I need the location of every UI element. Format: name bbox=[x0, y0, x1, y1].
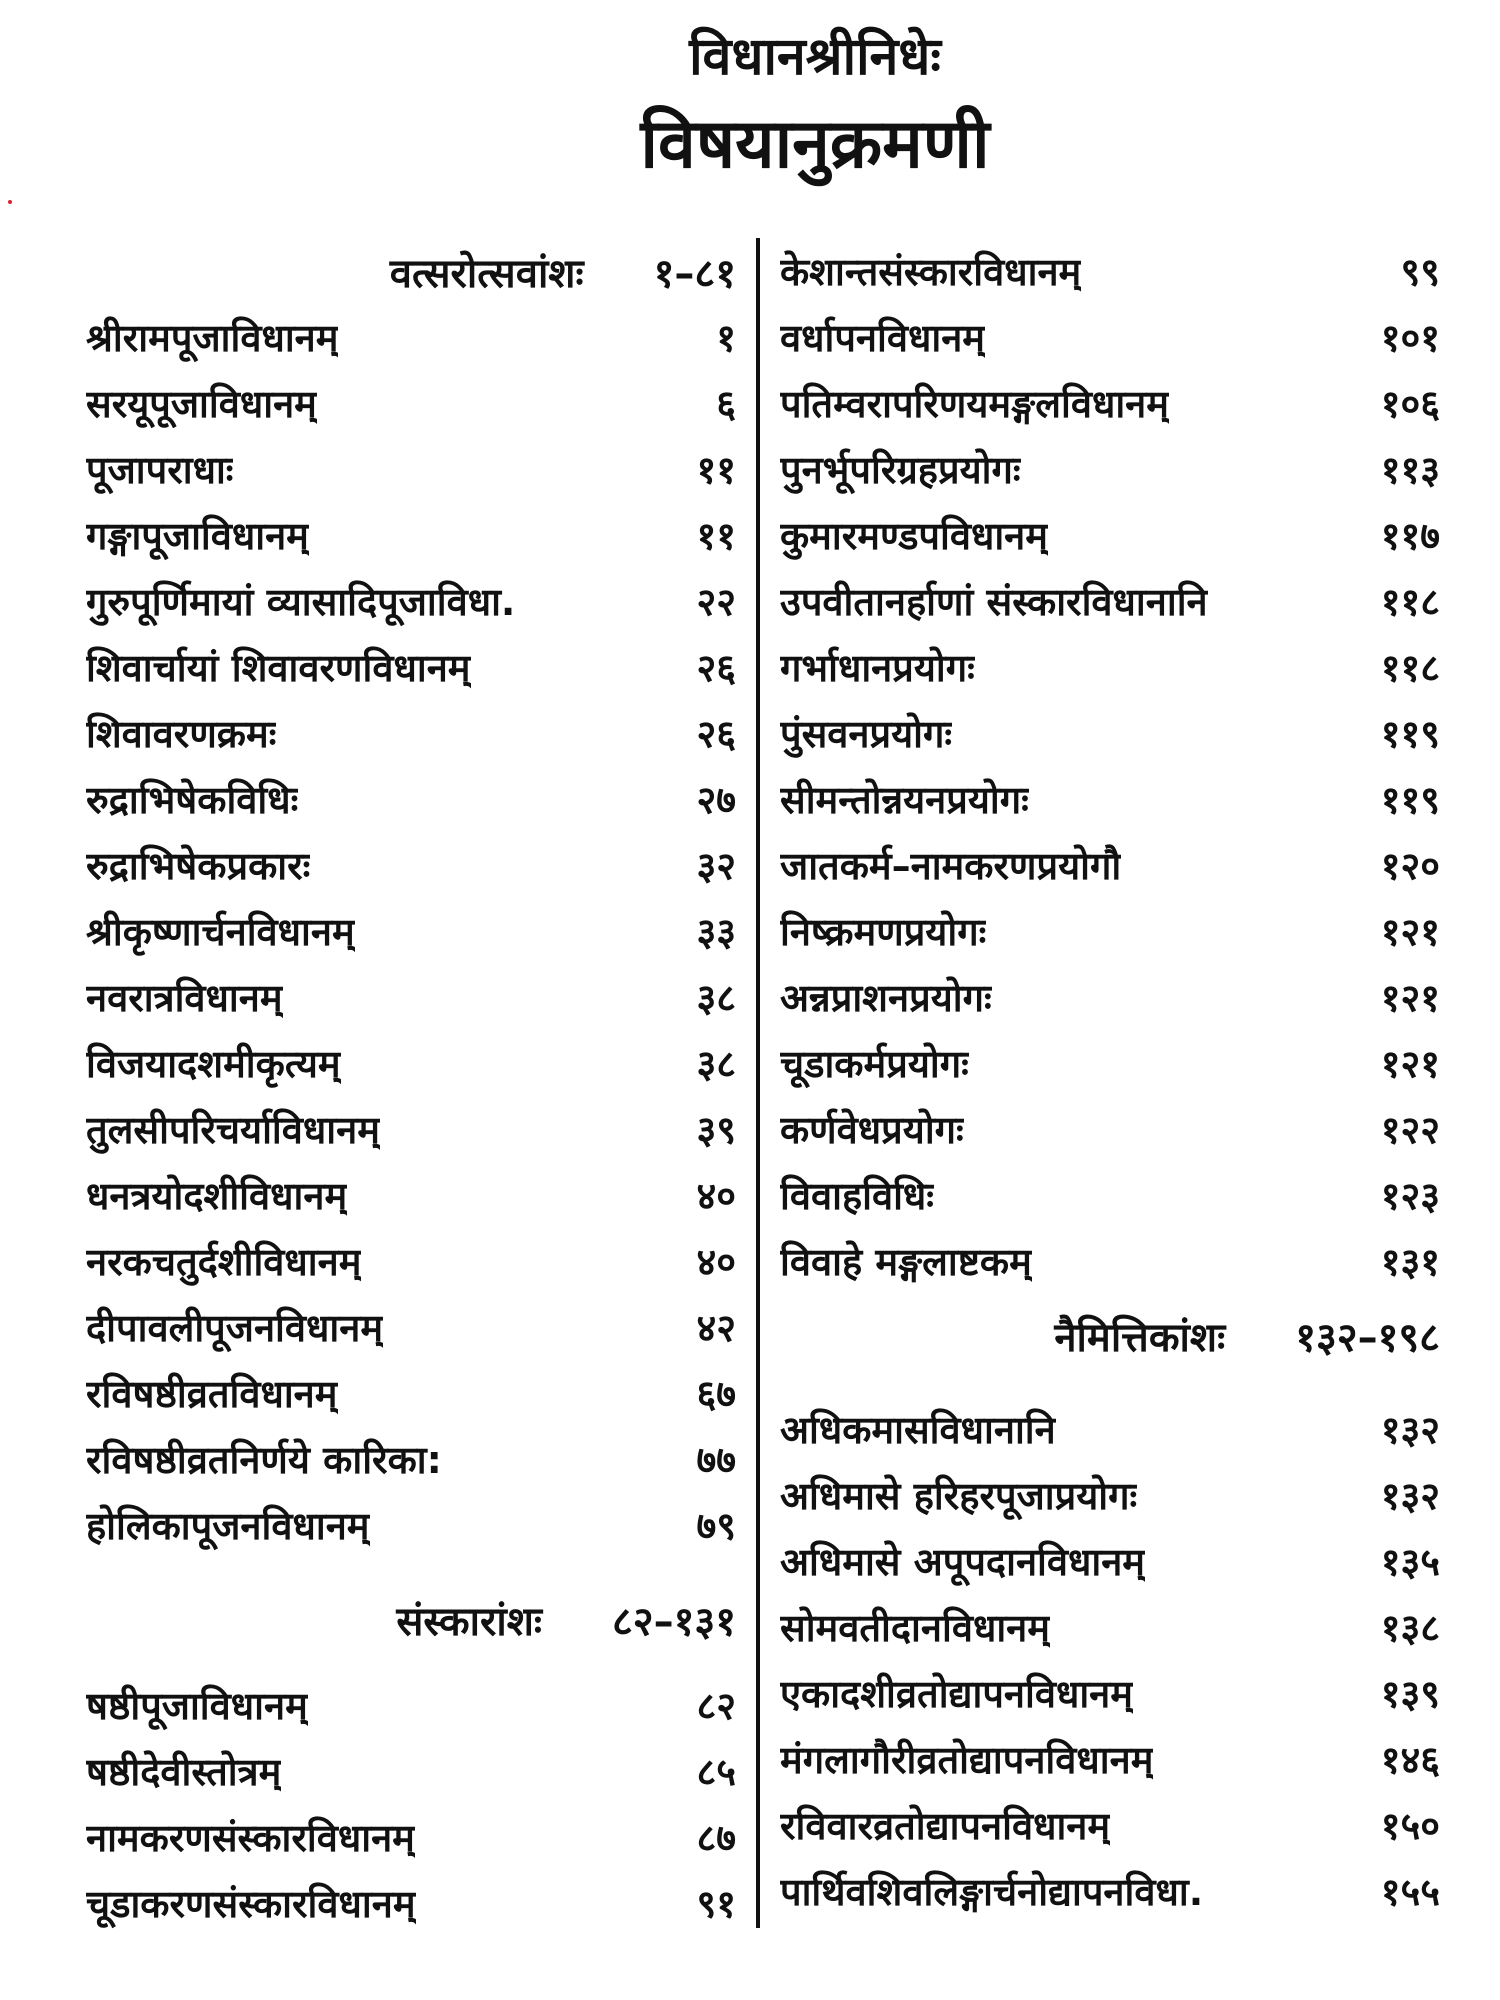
toc-entry bbox=[86, 766, 736, 832]
toc-entry-page: ४० bbox=[696, 1174, 736, 1218]
toc-entry bbox=[86, 898, 736, 964]
right-column bbox=[780, 238, 1440, 1924]
toc-entry-page: ३२ bbox=[696, 844, 736, 888]
toc-entry-title: गङ्गापूजाविधानम् bbox=[86, 514, 309, 558]
toc-entry bbox=[780, 1462, 1440, 1528]
toc-entry-title: पार्थिवशिवलिङ्गार्चनोद्यापनविधा. bbox=[780, 1870, 1204, 1914]
toc-entry-page: ९९ bbox=[1400, 250, 1440, 294]
section-list-vatsarotsava bbox=[86, 304, 736, 1558]
toc-entry bbox=[780, 766, 1440, 832]
section-heading-samskara bbox=[86, 1586, 736, 1652]
section-heading-naimittika bbox=[780, 1302, 1440, 1368]
toc-entry bbox=[780, 1594, 1440, 1660]
toc-entry-title: केशान्तसंस्कारविधानम् bbox=[780, 250, 1082, 294]
toc-entry-title: सीमन्तोन्नयनप्रयोगः bbox=[780, 778, 1029, 822]
toc-entry-page: ६ bbox=[716, 382, 736, 426]
page-header bbox=[0, 22, 1500, 190]
toc-entry bbox=[86, 370, 736, 436]
section-list-samskara bbox=[86, 1672, 736, 1936]
toc-entry bbox=[780, 502, 1440, 568]
toc-entry-title: कर्णवेधप्रयोगः bbox=[780, 1108, 964, 1152]
toc-entry-page: १२३ bbox=[1380, 1174, 1440, 1218]
toc-entry-page: १ bbox=[716, 316, 736, 360]
toc-entry bbox=[780, 898, 1440, 964]
toc-entry-title: विजयादशमीकृत्यम् bbox=[86, 1042, 341, 1086]
toc-entry-page: ८२ bbox=[696, 1684, 736, 1728]
toc-entry-page: १३९ bbox=[1380, 1672, 1440, 1716]
section-title: संस्कारांशः bbox=[396, 1598, 542, 1645]
toc-entry-title: पुनर्भूपरिग्रहप्रयोगः bbox=[780, 448, 1021, 492]
toc-entry bbox=[86, 436, 736, 502]
toc-entry-title: तुलसीपरिचर्याविधानम् bbox=[86, 1108, 380, 1152]
section-title: वत्सरोत्सवांशः bbox=[389, 250, 584, 297]
toc-entry bbox=[86, 832, 736, 898]
toc-entry-page: ६७ bbox=[696, 1372, 736, 1416]
toc-entry-title: श्रीकृष्णार्चनविधानम् bbox=[86, 910, 355, 954]
section-range: १–८१ bbox=[653, 250, 736, 297]
section-list-samskara-cont bbox=[780, 238, 1440, 1294]
toc-entry-page: ३८ bbox=[696, 976, 736, 1020]
section-list-naimittika bbox=[780, 1396, 1440, 1924]
toc-entry-page: ३९ bbox=[696, 1108, 736, 1152]
toc-entry bbox=[780, 964, 1440, 1030]
toc-entry-title: विवाहविधिः bbox=[780, 1174, 934, 1218]
toc-entry-title: रुद्राभिषेकप्रकारः bbox=[86, 844, 311, 888]
toc-entry-title: निष्क्रमणप्रयोगः bbox=[780, 910, 987, 954]
toc-entry-page: ८७ bbox=[696, 1816, 736, 1860]
toc-entry bbox=[780, 634, 1440, 700]
toc-entry-page: २६ bbox=[696, 712, 736, 756]
toc-entry-page: १५५ bbox=[1380, 1870, 1440, 1914]
toc-entry-page: ११८ bbox=[1380, 646, 1440, 690]
toc-entry-page: १२१ bbox=[1380, 1042, 1440, 1086]
section-title: नैमित्तिकांशः bbox=[1054, 1314, 1226, 1361]
toc-entry-page: १४६ bbox=[1380, 1738, 1440, 1782]
toc-entry-title: नामकरणसंस्कारविधानम् bbox=[86, 1816, 415, 1860]
toc-entry-page: १२१ bbox=[1380, 976, 1440, 1020]
toc-entry-title: पतिम्वरापरिणयमङ्गलविधानम् bbox=[780, 382, 1169, 426]
toc-entry-page: २७ bbox=[696, 778, 736, 822]
toc-entry-page: ७७ bbox=[696, 1438, 736, 1482]
toc-entry-title: सरयूपूजाविधानम् bbox=[86, 382, 317, 426]
toc-entry-page: १५० bbox=[1380, 1804, 1440, 1848]
toc-entry-page: ११ bbox=[696, 514, 736, 558]
toc-entry-page: १३२ bbox=[1380, 1474, 1440, 1518]
toc-entry bbox=[780, 370, 1440, 436]
section-range: १३२–१९८ bbox=[1295, 1314, 1440, 1361]
toc-entry bbox=[780, 568, 1440, 634]
toc-entry bbox=[780, 1228, 1440, 1294]
toc-entry-page: ३३ bbox=[696, 910, 736, 954]
toc-entry bbox=[86, 502, 736, 568]
toc-entry-title: कुमारमण्डपविधानम् bbox=[780, 514, 1048, 558]
section-range: ८२–१३१ bbox=[612, 1598, 736, 1645]
toc-entry bbox=[86, 1162, 736, 1228]
toc-entry-title: शिवावरणक्रमः bbox=[86, 712, 277, 756]
toc-entry-page: २२ bbox=[696, 580, 736, 624]
toc-entry-title: सोमवतीदानविधानम् bbox=[780, 1606, 1050, 1650]
toc-entry-page: ३८ bbox=[696, 1042, 736, 1086]
toc-entry bbox=[780, 238, 1440, 304]
toc-entry bbox=[780, 1792, 1440, 1858]
toc-entry-title: चूडाकर्मप्रयोगः bbox=[780, 1042, 969, 1086]
toc-entry-page: ११८ bbox=[1380, 580, 1440, 624]
toc-entry-title: गुरुपूर्णिमायां व्यासादिपूजाविधा. bbox=[86, 580, 516, 624]
toc-entry-page: १२२ bbox=[1380, 1108, 1440, 1152]
toc-entry-title: रविषष्ठीव्रतनिर्णये कारिका: bbox=[86, 1438, 442, 1482]
toc-entry bbox=[86, 700, 736, 766]
toc-entry bbox=[86, 1228, 736, 1294]
toc-entry-title: अन्नप्राशनप्रयोगः bbox=[780, 976, 992, 1020]
toc-entry-title: दीपावलीपूजनविधानम् bbox=[86, 1306, 384, 1350]
toc-entry-page: १३१ bbox=[1380, 1240, 1440, 1284]
toc-entry-title: चूडाकरणसंस्कारविधानम् bbox=[86, 1882, 416, 1926]
toc-entry-title: रविषष्ठीव्रतविधानम् bbox=[86, 1372, 338, 1416]
toc-entry-page: ११ bbox=[696, 448, 736, 492]
toc-entry-page: १२० bbox=[1380, 844, 1440, 888]
toc-entry bbox=[86, 1030, 736, 1096]
toc-entry-title: उपवीतानर्हाणां संस्कारविधानानि bbox=[780, 580, 1208, 624]
toc-entry bbox=[86, 1738, 736, 1804]
toc-entry-page: ११९ bbox=[1380, 712, 1440, 756]
toc-entry-page: ११९ bbox=[1380, 778, 1440, 822]
toc-entry bbox=[780, 1726, 1440, 1792]
toc-entry bbox=[780, 1858, 1440, 1924]
toc-entry-title: विवाहे मङ्गलाष्टकम् bbox=[780, 1240, 1032, 1284]
toc-entry bbox=[780, 700, 1440, 766]
toc-entry-page: ८५ bbox=[696, 1750, 736, 1794]
section-heading-vatsarotsava bbox=[86, 238, 736, 304]
toc-entry bbox=[780, 1030, 1440, 1096]
toc-entry-page: ७९ bbox=[696, 1504, 736, 1548]
toc-entry bbox=[86, 964, 736, 1030]
column-divider bbox=[756, 238, 760, 1928]
toc-entry-title: एकादशीव्रतोद्यापनविधानम् bbox=[780, 1672, 1133, 1716]
toc-entry-page: १३५ bbox=[1380, 1540, 1440, 1584]
stray-mark bbox=[8, 200, 12, 204]
toc-entry-title: रुद्राभिषेकविधिः bbox=[86, 778, 299, 822]
toc-entry-title: रविवारव्रतोद्यापनविधानम् bbox=[780, 1804, 1111, 1848]
toc-entry bbox=[86, 568, 736, 634]
toc-entry-page: ११७ bbox=[1380, 514, 1440, 558]
toc-entry-page: ९१ bbox=[696, 1882, 736, 1926]
toc-entry-title: होलिकापूजनविधानम् bbox=[86, 1504, 370, 1548]
toc-entry bbox=[780, 1528, 1440, 1594]
toc-entry-title: नवरात्रविधानम् bbox=[86, 976, 283, 1020]
page-title: विषयानुक्रमणी bbox=[640, 105, 990, 184]
toc-entry-title: अधिमासे हरिहरपूजाप्रयोगः bbox=[780, 1474, 1138, 1518]
toc-entry-title: षष्ठीपूजाविधानम् bbox=[86, 1684, 308, 1728]
toc-entry-title: शिवार्चायां शिवावरणविधानम् bbox=[86, 646, 471, 690]
toc-entry bbox=[86, 634, 736, 700]
toc-entry bbox=[86, 1672, 736, 1738]
toc-entry-title: धनत्रयोदशीविधानम् bbox=[86, 1174, 348, 1218]
toc-entry bbox=[86, 1426, 736, 1492]
toc-entry bbox=[86, 304, 736, 370]
toc-entry bbox=[780, 832, 1440, 898]
toc-entry-title: षष्ठीदेवीस्तोत्रम् bbox=[86, 1750, 282, 1794]
toc-entry-title: वर्धापनविधानम् bbox=[780, 316, 986, 360]
toc-entry-title: पुंसवनप्रयोगः bbox=[780, 712, 953, 756]
toc-entry-title: पूजापराधाः bbox=[86, 448, 234, 492]
toc-entry bbox=[780, 1396, 1440, 1462]
toc-entry-page: ४० bbox=[696, 1240, 736, 1284]
toc-entry-title: मंगलागौरीव्रतोद्यापनविधानम् bbox=[780, 1738, 1154, 1782]
toc-entry bbox=[780, 436, 1440, 502]
toc-entry bbox=[86, 1870, 736, 1936]
page-subtitle: विधानश्रीनिधेः bbox=[689, 27, 941, 87]
toc-entry-title: गर्भाधानप्रयोगः bbox=[780, 646, 975, 690]
toc-entry-page: १०१ bbox=[1380, 316, 1440, 360]
toc-entry bbox=[86, 1096, 736, 1162]
toc-entry-page: १३८ bbox=[1380, 1606, 1440, 1650]
toc-entry bbox=[86, 1492, 736, 1558]
toc-entry bbox=[86, 1804, 736, 1870]
toc-entry-title: जातकर्म–नामकरणप्रयोगौ bbox=[780, 844, 1122, 888]
toc-entry bbox=[780, 304, 1440, 370]
toc-entry-page: ४२ bbox=[696, 1306, 736, 1350]
toc-entry bbox=[780, 1162, 1440, 1228]
toc-entry-page: १२१ bbox=[1380, 910, 1440, 954]
toc-entry-page: १३२ bbox=[1380, 1408, 1440, 1452]
toc-entry-page: २६ bbox=[696, 646, 736, 690]
toc-entry bbox=[86, 1294, 736, 1360]
toc-entry-title: अधिकमासविधानानि bbox=[780, 1408, 1056, 1452]
toc-entry bbox=[780, 1660, 1440, 1726]
toc-entry bbox=[86, 1360, 736, 1426]
toc-entry-title: नरकचतुर्दशीविधानम् bbox=[86, 1240, 362, 1284]
left-column bbox=[86, 238, 736, 1936]
toc-entry-page: ११३ bbox=[1380, 448, 1440, 492]
toc-entry-title: श्रीरामपूजाविधानम् bbox=[86, 316, 339, 360]
toc-entry-title: अधिमासे अपूपदानविधानम् bbox=[780, 1540, 1146, 1584]
toc-entry-page: १०६ bbox=[1380, 382, 1440, 426]
toc-entry bbox=[780, 1096, 1440, 1162]
